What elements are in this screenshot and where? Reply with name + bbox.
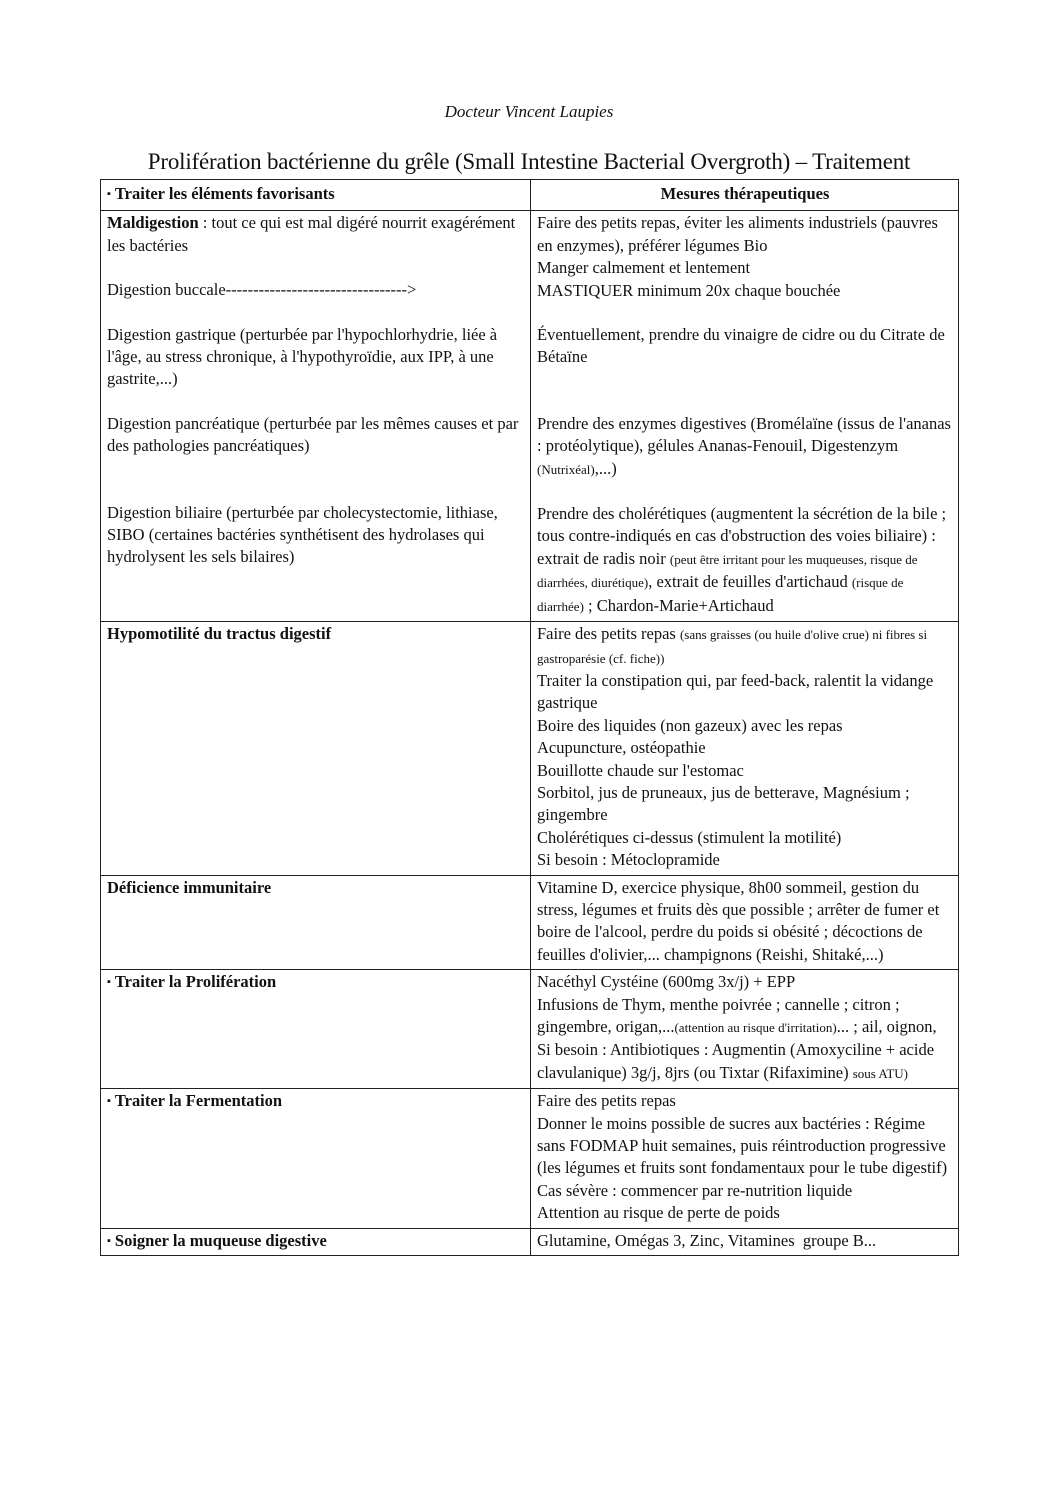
table-row <box>101 622 959 875</box>
table-row <box>101 1228 959 1255</box>
digestion-pancreatique: Digestion pancréatique (perturbée par les mêmes causes et par des pathologies pancréatiques) <box>107 413 523 456</box>
maldigestion-text: Maldigestion : tout ce qui est mal digéré nourrit exagérément les bactéries <box>107 213 520 255</box>
factor-cell: Déficience immunitaire <box>101 875 531 970</box>
digestion-biliaire: Digestion biliaire (perturbée par cholecystectomie, lithiase, SIBO (certaines bactéries synthétisent des hydrolases qui hydrolysent les sels bilaires) <box>107 502 502 567</box>
header-factors: ▪ Traiter les éléments favorisants <box>101 180 531 211</box>
digestion-buccale: Digestion buccale---------------------------------> <box>107 280 417 300</box>
table-row <box>101 1089 959 1228</box>
digestion-gastrique: Digestion gastrique (perturbée par l'hypochlorhydrie, liée à l'âge, au stress chronique, à l'hypothyroïdie, aux IPP, à une gastrite,...) <box>107 324 502 389</box>
measure-cell: Faire des petits repas Donner le moins possible de sucres aux bactéries : Régime sans FODMAP huit semaines, puis réintroduction progressive (les légumes et fruits sont fondamentaux pour le tube digestif) Cas sévère : commencer par re-nutrition liquide Attention au risque de perte de poids <box>531 1089 959 1228</box>
measure-cell: Faire des petits repas (sans graisses (ou huile d'olive crue) ni fibres si gastroparésie (cf. fiche)) Traiter la constipation qui, par feed-back, ralentit la vidange gastrique Boire des liquides (non gazeux) avec les repas Acupuncture, ostéopathie Bouillotte chaude sur l'estomac Sorbitol, jus de pruneaux, jus de betterave, Magnésium ; gingembre Cholérétiques ci-dessus (stimulent la motilité) Si besoin : Métoclopramide <box>531 622 959 875</box>
treatment-table <box>100 179 959 1256</box>
measure-cell: Faire des petits repas, éviter les aliments industriels (pauvres en enzymes), préférer légumes Bio Manger calmement et lentement MASTIQUER minimum 20x chaque bouchée Éventuellement, prendre du vinaigre de cidre ou du Citrate de Bétaïne Prendre des enzymes digestives (Bromélaïne (issus de l'ananas : protéolytique), gélules Ananas-Fenouil, Digestenzym (Nutrixéal),...) Prendre des cholérétiques (augmentent la sécrétion de la bile ; tous contre-indiqués en cas d'obstruction des voies biliaire) : extrait de radis noir (peut être irritant pour les muqueuses, risque de diarrhées, diurétique), extrait de feuilles d'artichaud (risque de diarrhée) ; Chardon-Marie+Artichaud <box>531 211 959 622</box>
bullet-icon: ▪ <box>107 188 111 200</box>
factor-cell: ▪ Soigner la muqueuse digestive <box>101 1228 531 1255</box>
header-measures: Mesures thérapeutiques <box>531 180 959 211</box>
table-row <box>101 875 959 970</box>
measure-cell: Glutamine, Omégas 3, Zinc, Vitamines groupe B... <box>531 1228 959 1255</box>
measure-cell: Vitamine D, exercice physique, 8h00 sommeil, gestion du stress, légumes et fruits dès que possible ; arrêter de fumer et boire de l'alcool, perdre du poids si obésité ; décoctions de feuilles d'olivier,... champignons (Reishi, Shitaké,...) <box>531 875 959 970</box>
table-header-row <box>101 180 959 211</box>
factor-cell: ▪ Traiter la Fermentation <box>101 1089 531 1228</box>
factor-cell: ▪ Traiter la Prolifération <box>101 970 531 1089</box>
document-author: Docteur Vincent Laupies <box>444 102 614 121</box>
bullet-icon: ▪ <box>107 1095 111 1108</box>
bullet-icon: ▪ <box>107 976 111 989</box>
measure-cell: Nacéthyl Cystéine (600mg 3x/j) + EPP Infusions de Thym, menthe poivrée ; cannelle ; citron ; gingembre, origan,...(attention au risque d'irritation)... ; ail, oignon, Si besoin : Antibiotiques : Augmentin (Amoxyciline + acide clavulanique) 3g/j, 8jrs (ou Tixtar (Rifaximine) sous ATU) <box>531 970 959 1089</box>
bullet-icon: ▪ <box>107 1234 111 1247</box>
document-title: Prolifération bactérienne du grêle (Small Intestine Bacterial Overgroth) – Traitement <box>147 149 911 174</box>
table-row <box>101 970 959 1089</box>
factor-cell <box>101 211 531 622</box>
factor-cell: Hypomotilité du tractus digestif <box>101 622 531 875</box>
table-row <box>101 211 959 622</box>
